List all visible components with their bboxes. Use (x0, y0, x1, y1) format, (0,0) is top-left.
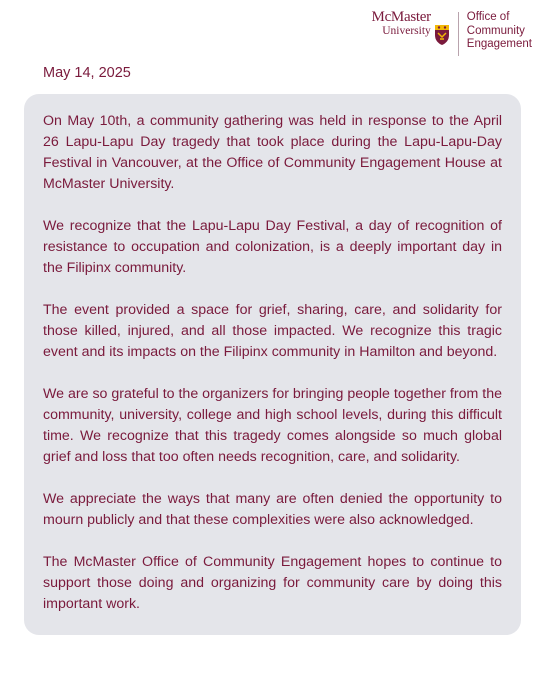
mcmaster-crest-icon (434, 24, 450, 46)
office-line: Office of (466, 11, 510, 23)
logo-university-sub: University (382, 25, 431, 37)
statement-paragraph: We appreciate the ways that many are often denied the opportunity to mourn publicly and that these complexities were also acknowledged. (43, 491, 502, 528)
mcmaster-logo (372, 10, 450, 46)
statement-card (24, 94, 521, 635)
page-header (372, 10, 532, 56)
statement-date: May 14, 2025 (43, 65, 131, 81)
statement-paragraph: The event provided a space for grief, sharing, care, and solidarity for those killed, injured, and all those impacted. We recognize this tragic event and its impacts on the Filipinx community in Hamilton and beyond. (43, 302, 502, 360)
logo-university-name: McMaster (371, 9, 431, 25)
office-name (467, 11, 532, 52)
statement-paragraph: We recognize that the Lapu-Lapu Day Festival, a day of recognition of resistance to occupation and colonization, is a deeply important day in the Filipinx community. (43, 218, 502, 276)
office-line: Engagement (466, 38, 532, 50)
office-line: Community (466, 24, 525, 37)
statement-paragraph: The McMaster Office of Community Engagement hopes to continue to support those doing and organizing for community care by doing this important work. (43, 554, 502, 612)
statement-paragraph: On May 10th, a community gathering was held in response to the April 26 Lapu-Lapu Day tragedy that took place during the Lapu-Lapu-Day Festival in Vancouver, at the Office of Community Engagement House at McMaster University. (43, 113, 502, 192)
logo-wordmark (372, 10, 431, 38)
statement-paragraph: We are so grateful to the organizers for bringing people together from the community, university, college and high school levels, during this difficult time. We recognize that this tragedy comes alongside so much global grief and loss that too often needs recognition, care, and solidarity. (43, 386, 502, 465)
header-divider (458, 12, 459, 56)
